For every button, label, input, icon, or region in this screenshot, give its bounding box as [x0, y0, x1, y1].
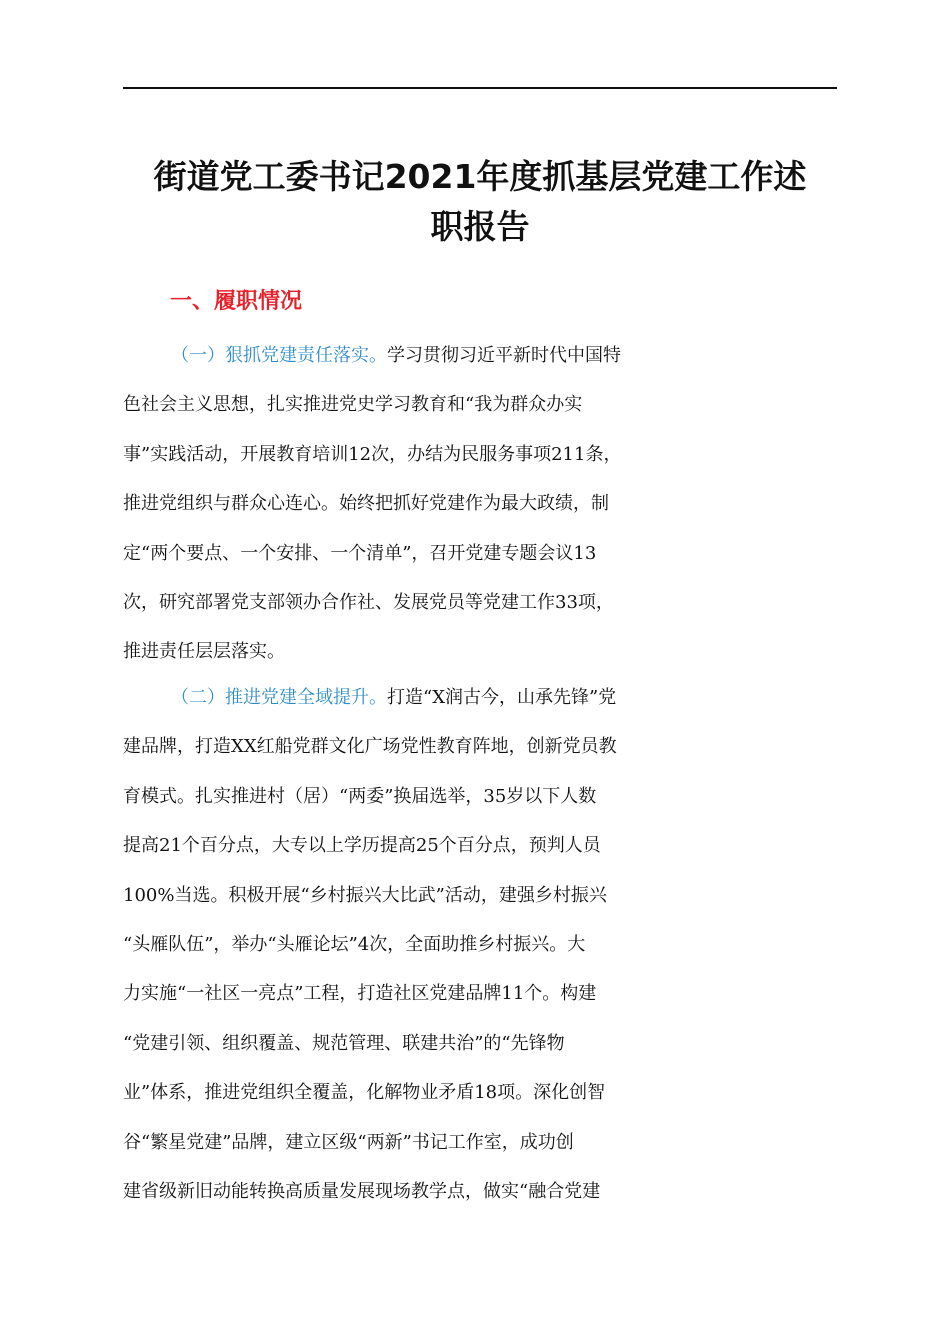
paragraph-line: “头雁队伍”，举办“头雁论坛”4次，全面助推乡村振兴。大 [123, 933, 586, 955]
subheading-2: （二）推进党建全域提升。 [171, 687, 387, 708]
paragraph-line: 100%当选。积极开展“乡村振兴大比武”活动，建强乡村振兴 [123, 884, 607, 906]
paragraph-2 [123, 673, 843, 1216]
paragraph-text: 打造“X润古今，山承先锋”党 [387, 687, 617, 708]
paragraph-line: 建省级新旧动能转换高质量发展现场教学点，做实“融合党建 [123, 1180, 601, 1202]
paragraph-line: 业”体系，推进党组织全覆盖，化解物业矛盾18项。深化创智 [123, 1082, 606, 1104]
paragraph-line: 事”实践活动，开展教育培训12次，办结为民服务事项211条， [123, 443, 622, 465]
paragraph-line: 色社会主义思想，扎实推进党史学习教育和“我为群众办实 [123, 394, 583, 416]
paragraph-line [123, 673, 843, 722]
paragraph-line: 次，研究部署党支部领办合作社、发展党员等党建工作33项， [123, 591, 614, 613]
document-title [123, 152, 837, 252]
paragraph-line: 力实施“一社区一亮点”工程，打造社区党建品牌11个。构建 [123, 983, 597, 1005]
paragraph-line: 提高21个百分点，大专以上学历提高25个百分点，预判人员 [123, 835, 601, 857]
paragraph-line: 定“两个要点、一个安排、一个清单”，召开党建专题会议13 [123, 542, 597, 564]
paragraph-line: 建品牌，打造XX红船党群文化广场党性教育阵地，创新党员教 [123, 736, 617, 758]
header-rule [123, 87, 837, 89]
paragraph-line: 育模式。扎实推进村（居）“两委”换届选举，35岁以下人数 [123, 785, 597, 807]
paragraph-line: 谷“繁星党建”品牌，建立区级“两新”书记工作室，成功创 [123, 1131, 574, 1153]
section-heading: 一、履职情况 [170, 289, 303, 314]
paragraph-1 [123, 331, 843, 677]
paragraph-text: 学习贯彻习近平新时代中国特 [387, 345, 621, 366]
paragraph-line: “党建引领、组织覆盖、规范管理、联建共治”的“先锋物 [123, 1032, 565, 1054]
title-line-1: 街道党工委书记2021年度抓基层党建工作述 [153, 157, 807, 196]
paragraph-line: 推进责任层层落实。 [123, 641, 285, 663]
paragraph-line: 推进党组织与群众心连心。始终把抓好党建作为最大政绩，制 [123, 493, 609, 515]
paragraph-line [123, 331, 843, 380]
title-line-2: 职报告 [430, 207, 530, 246]
subheading-1: （一）狠抓党建责任落实。 [171, 345, 387, 366]
